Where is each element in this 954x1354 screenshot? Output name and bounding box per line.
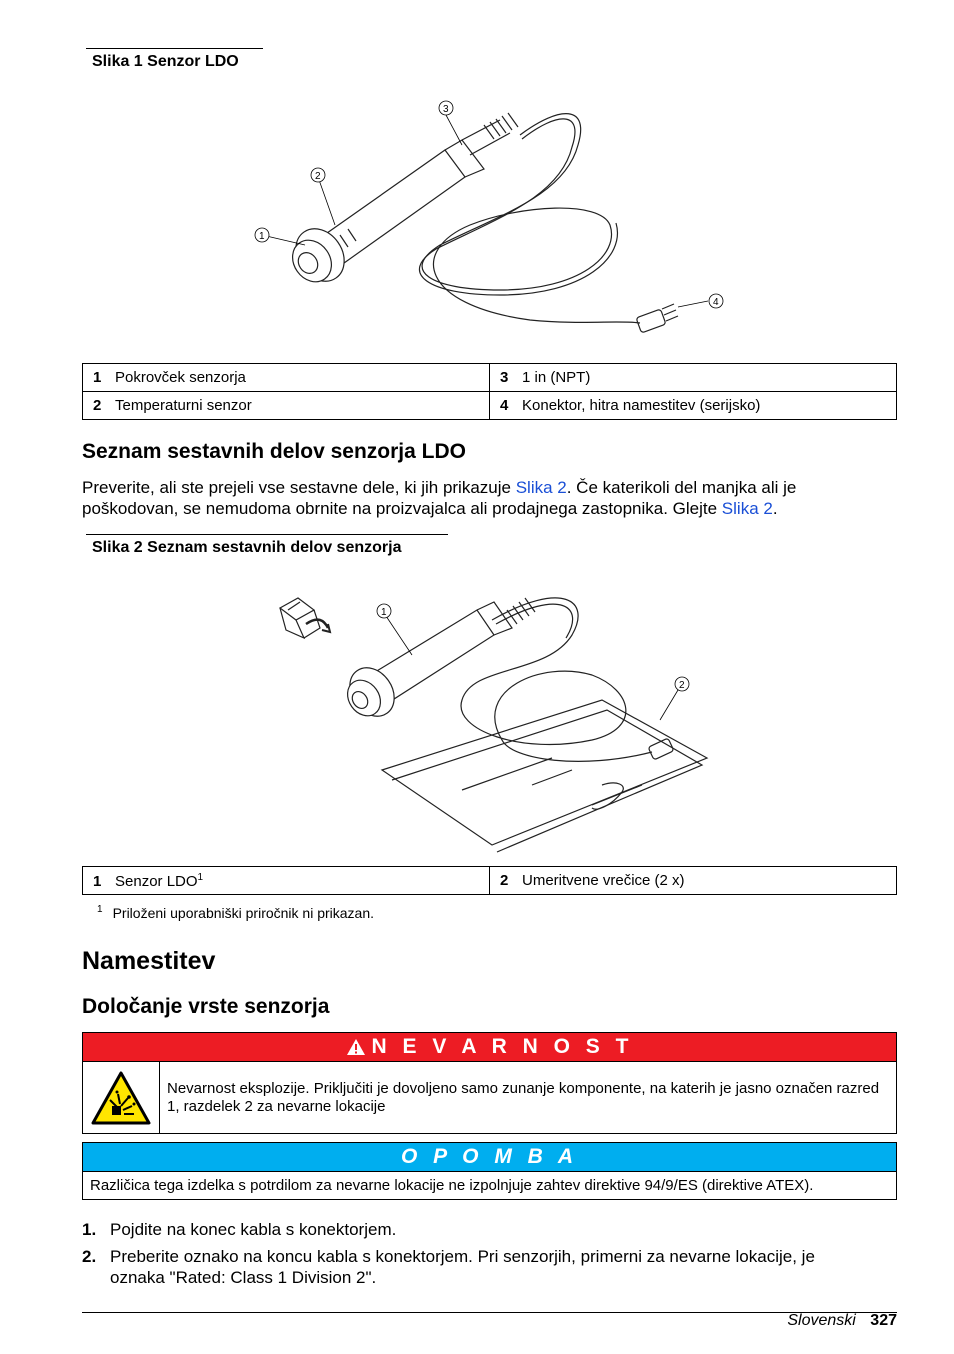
fig2-callout-1: 1 [381,607,387,618]
page-number: 327 [870,1312,897,1329]
fig1-callout-1: 1 [259,231,265,242]
fig1-callout-2: 2 [315,171,321,182]
footnote: $^1$ Priloženi uporabniški priročnik ni prikazan. [97,904,375,921]
sensor-type-heading: Določanje vrste senzorja [82,995,330,1018]
link-figure-2[interactable]: Slika 2 [515,478,567,497]
figure-2-legend-table [82,866,897,895]
legend-cell: 2 Temperaturni senzor [83,392,490,420]
parts-section-paragraph: Preverite, ali ste prejeli vse sestavne dele, ki jih prikazuje Slika 2. Če katerikoli del manjka ali je poškodovan, se nemudoma obrnite na proizvajalca ali prodajnega zastopnika. Glejte Slika 2. [82,478,797,518]
step-2: 2. Preberite oznako na koncu kabla s konektorjem. Pri senzorjih, primerni za nevarne lokacije, je oznaka "Rated: Class 1 Division 2". [82,1247,815,1287]
explosion-hazard-icon-cell [83,1062,160,1133]
fig1-callout-4: 4 [713,297,719,308]
figure-2-caption: Slika 2 Seznam sestavnih delov senzorja [86,534,448,557]
danger-box [82,1032,897,1134]
parts-section-heading: Seznam sestavnih delov senzorja LDO [82,440,466,463]
footer [787,1312,897,1330]
note-label: O P O M B A [400,1145,579,1168]
fig2-callout-2: 2 [679,680,685,691]
figure-2-parts-illustration [262,580,712,855]
danger-text: Nevarnost eksplozije. Priključiti je dovoljeno samo zunanje komponente, na katerih je jasno označen razred 1, razdelek 2 za nevarne lokacije [167,1080,880,1115]
figure-1-caption: Slika 1 Senzor LDO [86,48,263,71]
warning-triangle-icon [346,1038,366,1056]
link-figure-2-second[interactable]: Slika 2 [721,499,773,518]
footer-language: Slovenski [787,1312,856,1329]
legend-cell: 1 Senzor LDO$^1$ [83,867,490,895]
figure-1-sensor-illustration [200,95,760,360]
legend-cell: 1 Pokrovček senzorja [83,364,490,392]
fig1-callout-3: 3 [443,104,449,115]
footer-rule [82,1312,897,1313]
figure-1-legend-table [82,363,897,420]
note-text: Različica tega izdelka s potrdilom za nevarne lokacije ne izpolnjuje zahtev direktive 94/9/ES (direktive ATEX). [83,1171,896,1199]
step-1: 1. Pojdite na konec kabla s konektorjem. [82,1220,397,1239]
legend-cell: 3 1 in (NPT) [490,364,897,392]
installation-title: Namestitev [82,947,216,975]
explosion-hazard-icon [90,1070,152,1126]
danger-label: N E V A R N O S T [371,1035,634,1058]
danger-header [83,1033,896,1061]
legend-cell: 2 Umeritvene vrečice (2 x) [490,867,897,895]
note-header [83,1143,896,1171]
note-box [82,1142,897,1200]
legend-cell: 4 Konektor, hitra namestitev (serijsko) [490,392,897,420]
